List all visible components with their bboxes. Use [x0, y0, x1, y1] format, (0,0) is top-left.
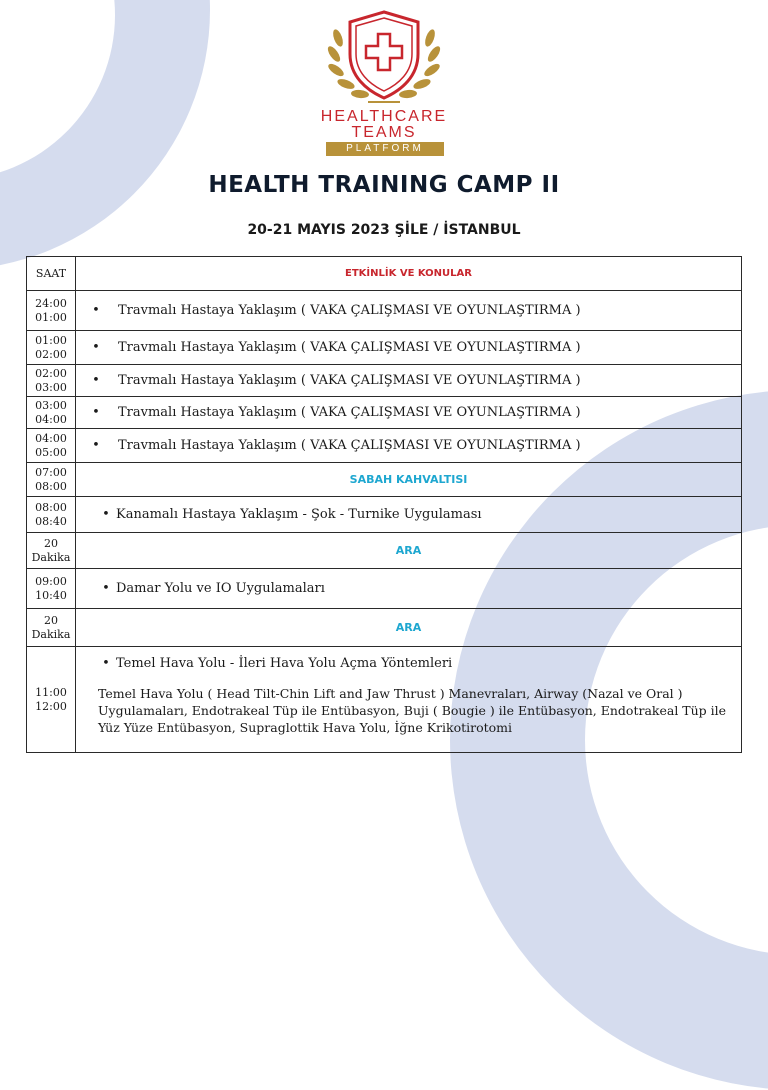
table-row [27, 569, 742, 609]
table-row [27, 609, 742, 647]
time-cell: 02:00 03:00 [27, 365, 76, 397]
shield-cross-icon [320, 8, 448, 108]
section-heading: SABAH KAHVALTISI [76, 463, 742, 497]
table-row [27, 429, 742, 463]
header-content: ETKİNLİK VE KONULAR [76, 257, 742, 291]
schedule-table [26, 256, 742, 753]
time-cell: 09:00 10:40 [27, 569, 76, 609]
session-title: Travmalı Hastaya Yaklaşım ( VAKA ÇALIŞMASI VE OYUNLAŞTIRMA ) [118, 405, 581, 420]
content-cell [76, 397, 742, 429]
table-row [27, 497, 742, 533]
content-cell [76, 291, 742, 331]
bullet: • [92, 438, 100, 453]
content-cell [76, 569, 742, 609]
table-row [27, 291, 742, 331]
table-row [27, 533, 742, 569]
table-header-row [27, 257, 742, 291]
bullet: • [92, 303, 100, 318]
table-row [27, 463, 742, 497]
bullet: • [102, 655, 110, 671]
logo [0, 0, 768, 160]
session-title: Travmalı Hastaya Yaklaşım ( VAKA ÇALIŞMASI VE OYUNLAŞTIRMA ) [118, 303, 581, 318]
time-cell: 20 Dakika [27, 609, 76, 647]
content-cell [76, 429, 742, 463]
content-cell [76, 365, 742, 397]
header-time: SAAT [27, 257, 76, 291]
table-row [27, 647, 742, 753]
table-row [27, 365, 742, 397]
section-heading: ARA [76, 609, 742, 647]
content-cell [76, 647, 742, 753]
bullet: • [102, 507, 110, 522]
time-cell: 11:00 12:00 [27, 647, 76, 753]
session-title: Temel Hava Yolu - İleri Hava Yolu Açma Yöntemleri [116, 655, 453, 671]
table-row [27, 397, 742, 429]
session-detail: Temel Hava Yolu ( Head Tilt-Chin Lift and Jaw Thrust ) Manevraları, Airway (Nazal ve Oral ) Uygulamaları, Endotrakeal Tüp ile Entübasyon, Buji ( Bougie ) ile Entübasyon, Endotrakeal Tüp ile Yüz Yüze Entübasyon, Supraglottik Hava Yolu, İğne Krikotirotomi [98, 686, 727, 735]
bullet: • [92, 373, 100, 388]
session-title: Travmalı Hastaya Yaklaşım ( VAKA ÇALIŞMASI VE OYUNLAŞTIRMA ) [118, 438, 581, 453]
time-cell: 01:00 02:00 [27, 331, 76, 365]
content-cell [76, 497, 742, 533]
time-cell: 08:00 08:40 [27, 497, 76, 533]
time-cell: 20 Dakika [27, 533, 76, 569]
session-title: Travmalı Hastaya Yaklaşım ( VAKA ÇALIŞMASI VE OYUNLAŞTIRMA ) [118, 373, 581, 388]
time-cell: 04:00 05:00 [27, 429, 76, 463]
event-date-location: 20-21 MAYIS 2023 ŞİLE / İSTANBUL [247, 222, 521, 238]
content-cell [76, 331, 742, 365]
bullet: • [102, 581, 110, 596]
logo-text-healthcare: HEALTHCARE [320, 108, 448, 125]
time-cell: 03:00 04:00 [27, 397, 76, 429]
bullet: • [92, 405, 100, 420]
page-title: HEALTH TRAINING CAMP II [208, 172, 560, 198]
table-row [27, 331, 742, 365]
session-title: Damar Yolu ve IO Uygulamaları [116, 581, 325, 596]
time-cell: 07:00 08:00 [27, 463, 76, 497]
logo-text-teams: TEAMS [351, 124, 417, 141]
session-title: Kanamalı Hastaya Yaklaşım - Şok - Turnike Uygulaması [116, 507, 482, 522]
bullet: • [92, 340, 100, 355]
section-heading: ARA [76, 533, 742, 569]
session-title: Travmalı Hastaya Yaklaşım ( VAKA ÇALIŞMASI VE OYUNLAŞTIRMA ) [118, 340, 581, 355]
logo-text-platform: PLATFORM [326, 142, 444, 156]
time-cell: 24:00 01:00 [27, 291, 76, 331]
